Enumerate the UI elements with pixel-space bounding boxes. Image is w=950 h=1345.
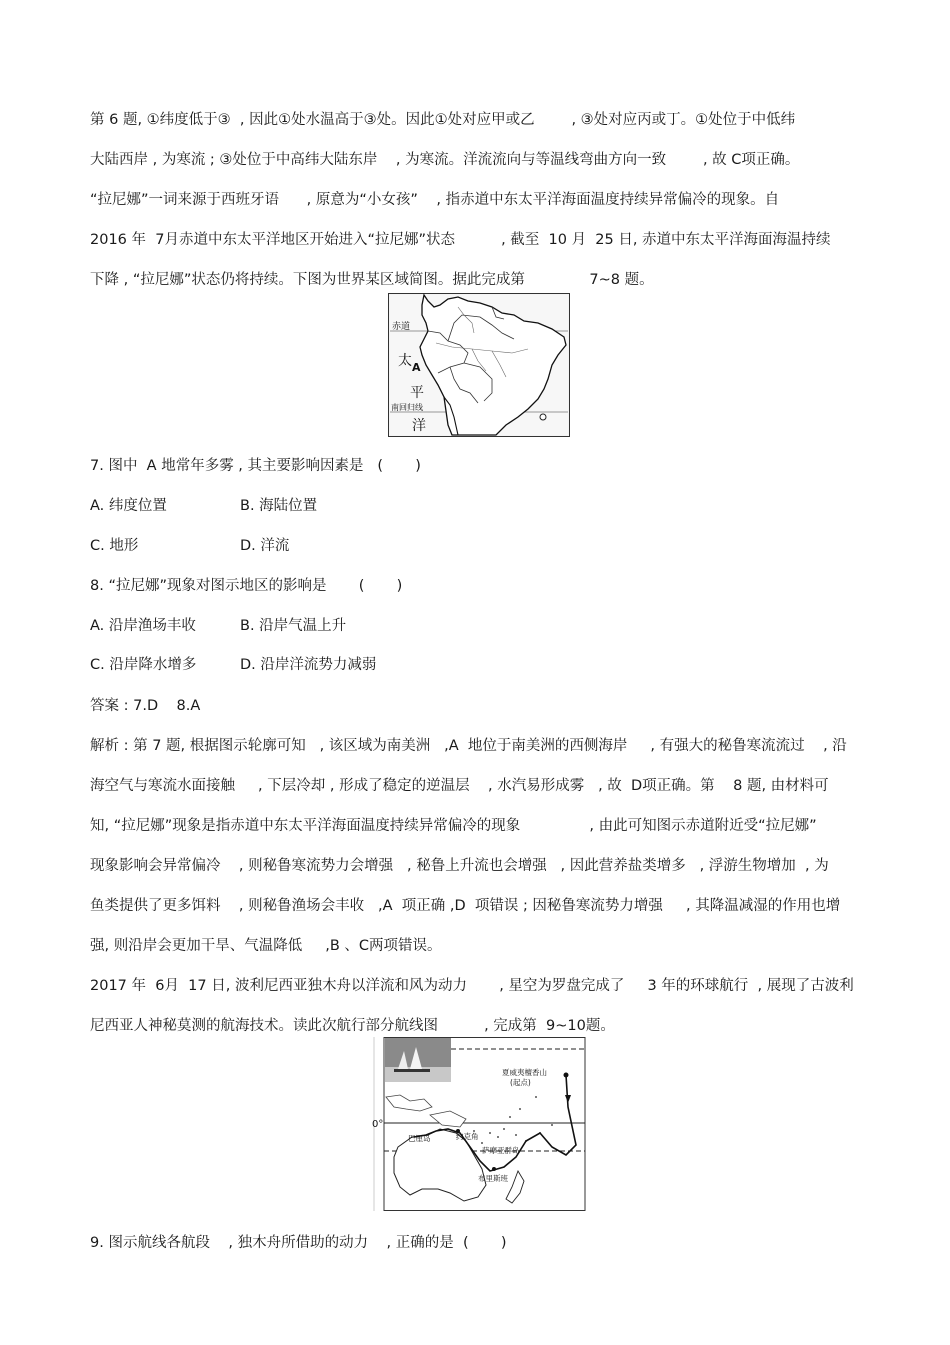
analysis-line: 鱼类提供了更多饵料 , 则秘鲁渔场会丰收 ,A 项正确 ,D 项错误 ; 因秘鲁寒流势力增强 , 其降温减湿的作用也增 — [90, 898, 841, 914]
ocean-label-yang: 洋 — [412, 418, 426, 434]
ocean-label-tai: 太 — [398, 353, 412, 369]
equator-label: 赤道 — [392, 322, 411, 332]
question-8-stem: 8. “拉尼娜”现象对图示地区的影响是 ( ) — [90, 578, 403, 594]
bali-label: 巴厘岛 — [408, 1134, 431, 1143]
q8-option-a: A. 沿岸渔场丰收 — [90, 618, 196, 634]
q7-option-c: C. 地形 — [90, 538, 139, 554]
analysis-line: 现象影响会异常偏冷 , 则秘鲁寒流势力会增强 , 秘鲁上升流也会增强 , 因此营养盐类增多 , 浮游生物增加 , 为 — [90, 858, 829, 874]
q8-option-b: B. 沿岸气温上升 — [240, 618, 347, 634]
tropic-label: 南回归线 — [391, 403, 423, 412]
analysis-line: 知, “拉尼娜”现象是指赤道中东太平洋海面温度持续异常偏冷的现象 , 由此可知图示赤道附近受“拉尼娜” — [90, 818, 817, 834]
south-america-map — [388, 293, 570, 437]
q7-option-d: D. 洋流 — [240, 538, 290, 554]
text-line: “拉尼娜”一词来源于西班牙语 , 原意为“小女孩” , 指赤道中东太平洋海面温度持续异常偏冷的现象。自 — [90, 192, 780, 208]
q7-option-a: A. 纬度位置 — [90, 498, 167, 514]
point-a-label: A — [412, 361, 421, 374]
text-line: 第 6 题, ①纬度低于③ , 因此①处水温高于③处。因此①处对应甲或乙 , ③处对应丙或丁。①处位于中低纬 — [90, 112, 796, 128]
analysis-line: 海空气与寒流水面接触 , 下层冷却 , 形成了稳定的逆温层 , 水汽易形成雾 , 故 D项正确。第 8 题, 由材料可 — [90, 778, 829, 794]
answer-line: 答案 : 7.D 8.A — [90, 698, 201, 714]
zero-degree-label: 0° — [372, 1119, 384, 1130]
q7-option-b: B. 海陆位置 — [240, 498, 318, 514]
text-line: 大陆西岸 , 为寒流 ; ③处位于中高纬大陆东岸 , 为寒流。洋流流向与等温线弯曲方向一致 , 故 C项正确。 — [90, 152, 800, 168]
hawaii-label: 夏威夷檀香山 — [502, 1068, 547, 1077]
brisbane-label: 布里斯班 — [478, 1174, 508, 1183]
q8-option-d: D. 沿岸洋流势力减弱 — [240, 657, 377, 673]
samoa-label: 萨摩亚群岛 — [482, 1146, 520, 1155]
analysis-line: 解析 : 第 7 题, 根据图示轮廓可知 , 该区域为南美洲 ,A 地位于南美洲的西侧海岸 , 有强大的秘鲁寒流流过 , 沿 — [90, 738, 847, 754]
ocean-label-ping: 平 — [410, 385, 424, 401]
analysis-line: 强, 则沿岸会更加干旱、气温降低 ,B 、C两项错误。 — [90, 938, 442, 954]
q8-option-c: C. 沿岸降水增多 — [90, 657, 197, 673]
text-line: 尼西亚人神秘莫测的航海技术。读此次航行部分航线图 , 完成第 9~10题。 — [90, 1018, 615, 1034]
question-7-stem: 7. 图中 A 地常年多雾 , 其主要影响因素是 ( ) — [90, 458, 421, 474]
text-line: 2016 年 7月赤道中东太平洋地区开始进入“拉尼娜”状态 , 截至 10 月 25 日, 赤道中东太平洋海面海温持续 — [90, 232, 831, 248]
text-line: 下降 , “拉尼娜”状态仍将持续。下图为世界某区域简图。据此完成第 7~8 题。 — [90, 272, 654, 288]
hawaii-start-label: (起点) — [510, 1078, 531, 1087]
text-line: 2017 年 6月 17 日, 波利尼西亚独木舟以洋流和风为动力 , 星空为罗盘完成了 3 年的环球航行 , 展现了古波利 — [90, 978, 854, 994]
question-9-stem: 9. 图示航线各航段 , 独木舟所借助的动力 , 正确的是 ( ) — [90, 1235, 507, 1251]
voyage-route-map — [370, 1037, 586, 1211]
cape-york-label: 约克角 — [456, 1132, 479, 1141]
